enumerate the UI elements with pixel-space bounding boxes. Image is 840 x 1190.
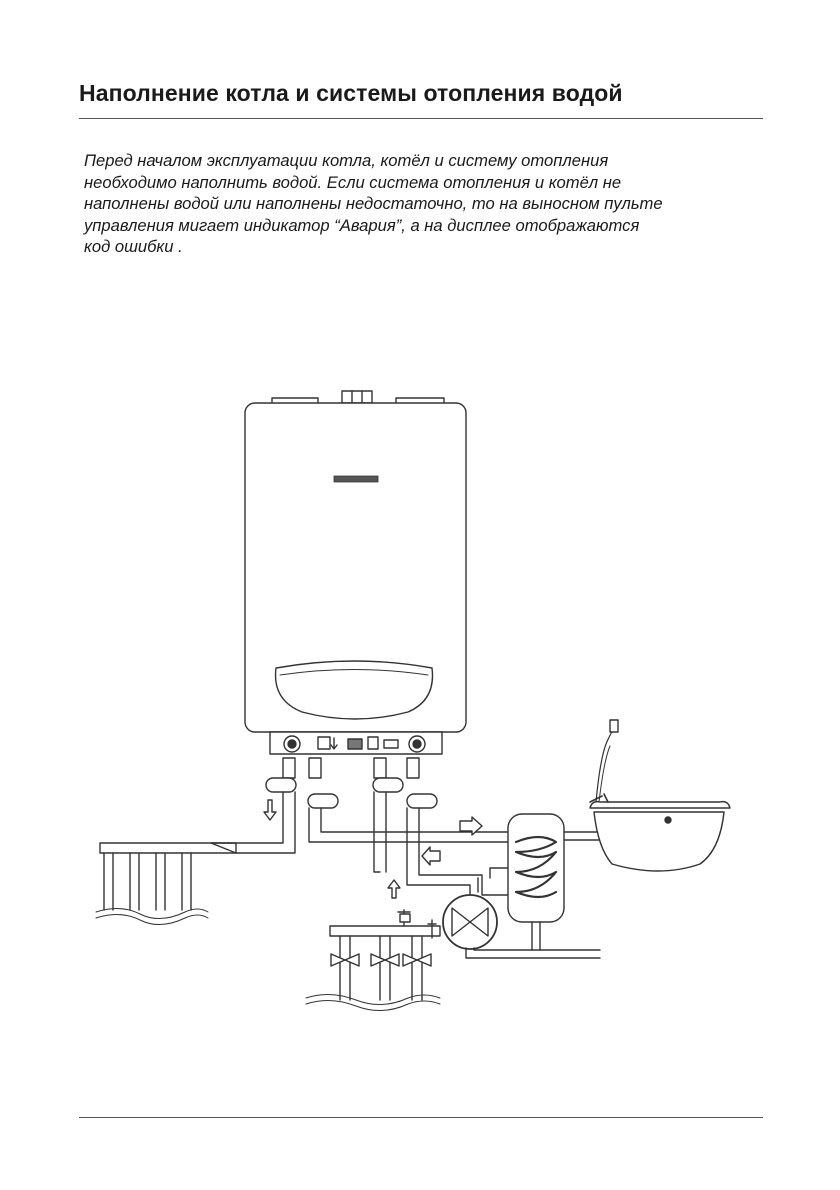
- flow-arrow-down-icon: [264, 800, 276, 820]
- radiator-header: [100, 843, 236, 853]
- flue-outlet: [342, 391, 372, 403]
- hot-water-cylinder: [508, 814, 600, 950]
- shutoff-valve-icon: [331, 954, 431, 966]
- footer-divider: [79, 1117, 763, 1118]
- shower-head-icon: [610, 720, 618, 732]
- bathtub: [590, 720, 730, 871]
- shower-hose: [596, 730, 614, 802]
- boiler-unit: [245, 391, 466, 754]
- filling-tap-icon: [400, 914, 410, 922]
- intro-line: необходимо наполнить водой. Если система отопления и котёл не: [84, 172, 622, 192]
- water-supply: [306, 910, 440, 1011]
- radiator: [96, 853, 208, 925]
- flow-arrow-left-icon: [422, 847, 440, 865]
- page-title: Наполнение котла и системы отопления водой: [79, 80, 623, 106]
- heating-pipes: [96, 792, 295, 925]
- boiler-installation-diagram: [0, 380, 840, 1020]
- intro-line: Перед началом эксплуатации котла, котёл и систему отопления: [84, 151, 609, 170]
- title-divider: [79, 118, 763, 119]
- intro-line: наполнены водой или наполнены недостаточно, то на выносном пульте: [84, 194, 663, 213]
- intro-paragraph: [84, 150, 744, 258]
- flow-arrow-up-icon: [388, 880, 400, 898]
- brand-logo: [334, 476, 378, 482]
- intro-line: код ошибки .: [84, 237, 183, 256]
- dhw-pipes: [309, 792, 508, 905]
- intro-line: управления мигает индикатор “Авария”, а на дисплее отображаются: [84, 215, 640, 235]
- boiler-pipe-connections: [266, 758, 437, 808]
